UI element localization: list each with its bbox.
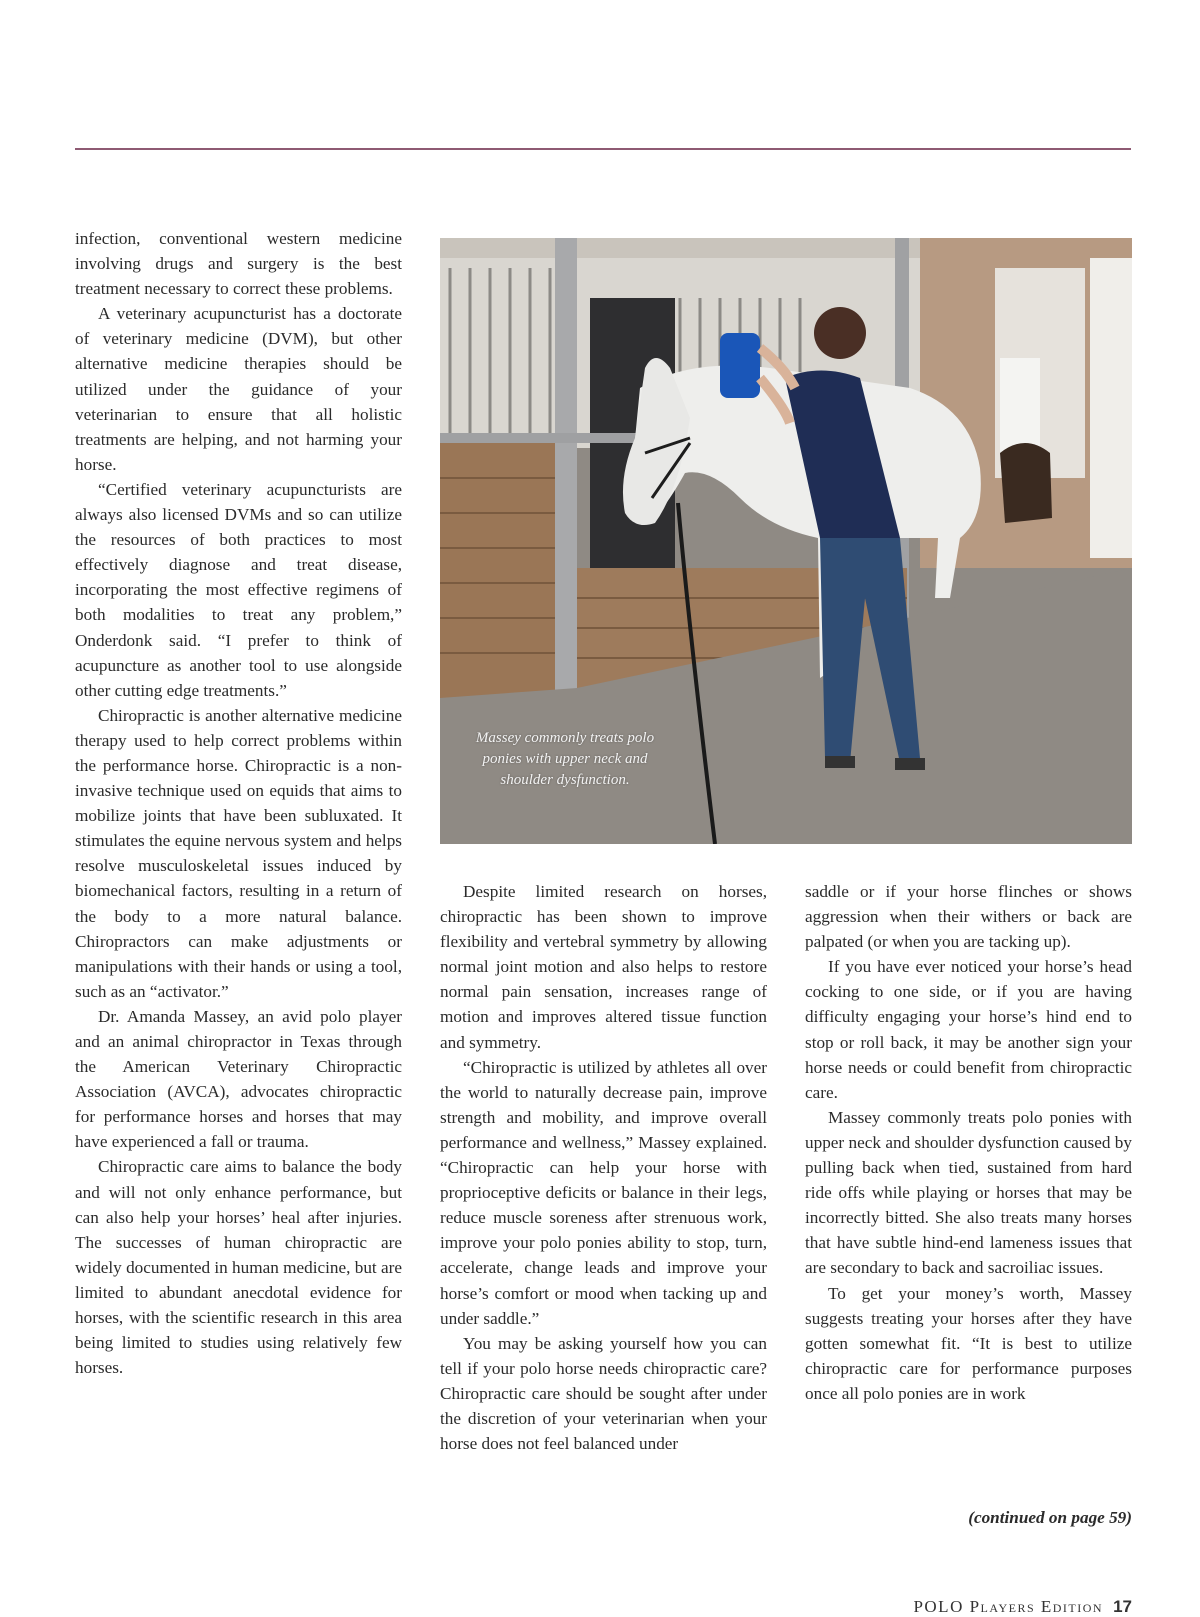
- paragraph: saddle or if your horse flinches or shows aggression when their withers or back are palpated (or when you are tacking up).: [805, 882, 1132, 952]
- page-number: 17: [1113, 1597, 1132, 1616]
- paragraph: “Certified veterinary acupuncturists are always also licensed DVMs and so can utilize the resources of both practices to most effectively diagnose and treat disease, incorporating the most effective regimens of both modalities to treat any problem,” Onderdonk said. “I prefer to think of acupuncture as another tool to use alongside other cutting edge treatments.”: [75, 479, 402, 700]
- page-footer: [913, 1597, 1132, 1617]
- paragraph: Despite limited research on horses, chiropractic has been shown to improve flexibility and vertebral symmetry by allowing normal joint motion and also helps to restore normal pain sensation, increases range of motion and improves altered tissue function and symmetry.: [440, 882, 767, 1052]
- photo-caption: Massey commonly treats polo ponies with upper neck and shoulder dysfunction.: [475, 730, 655, 788]
- continued-note: (continued on page 59): [968, 1508, 1132, 1527]
- paragraph: Chiropractic is another alternative medicine therapy used to help correct problems within the performance horse. Chiropractic is a non-invasive technique used on equids that aims to mobilize joints that have been subluxated. It stimulates the equine nervous system and helps resolve musculoskeletal issues induced by biomechanical factors, resulting in a return of the body to a more natural balance. Chiropractors can make adjustments or manipulations with their hands or using a tool, such as an “activator.”: [75, 705, 402, 1001]
- paragraph: Dr. Amanda Massey, an avid polo player and an animal chiropractor in Texas through the American Veterinary Chiropractic Association (AVCA), advocates chiropractic for performance horses and horses that may have experienced a fall or trauma.: [75, 1006, 402, 1152]
- article-column-1: [75, 226, 402, 1380]
- paragraph: Chiropractic care aims to balance the body and will not only enhance performance, but can also help your horses’ heal after injuries. The successes of human chiropractic are widely documented in human medicine, but are limited to abundant anecdotal evidence for horses, with the scientific research in this area being limited to studies using relatively few horses.: [75, 1157, 402, 1378]
- paragraph: You may be asking yourself how you can tell if your polo horse needs chiropractic care? Chiropractic care should be sought after under the discretion of your veterinarian when your horse does not feel balanced under: [440, 1333, 767, 1454]
- paragraph: Massey commonly treats polo ponies with upper neck and shoulder dysfunction caused by pulling back when tied, sustained from hard ride offs while playing or horses that may be incorrectly bitted. She also treats many horses that have subtle hind-end lameness issues that are secondary to back and sacroiliac issues.: [805, 1107, 1132, 1278]
- article-column-2: [440, 879, 767, 1456]
- article-column-3: [805, 879, 1132, 1406]
- paragraph: If you have ever noticed your horse’s head cocking to one side, or if you are having difficulty engaging your horse’s hind end to stop or roll back, it may be another sign your horse needs or could benefit from chiropractic care.: [805, 957, 1132, 1102]
- paragraph: A veterinary acupuncturist has a doctorate of veterinary medicine (DVM), but other alternative medicine therapies should be utilized under the guidance of your veterinarian to ensure that all holistic treatments are helping, and not harming your horse.: [75, 304, 402, 474]
- paragraph: infection, conventional western medicine involving drugs and surgery is the best treatment necessary to correct these problems.: [75, 229, 402, 299]
- publication-name: POLO Players Edition: [913, 1597, 1104, 1616]
- header-rule: [75, 148, 1131, 150]
- paragraph: “Chiropractic is utilized by athletes all over the world to naturally decrease pain, improve strength and mobility, and improve overall performance and wellness,” Massey explained. “Chiropractic can help your horse with proprioceptive deficits or balance in their legs, reduce muscle soreness after strenuous work, improve your polo ponies ability to stop, turn, accelerate, change leads and improve your horse’s comfort or mood when tacking up and under saddle.”: [440, 1057, 767, 1328]
- paragraph: To get your money’s worth, Massey suggests treating your horses after they have gotten somewhat fit. “It is best to utilize chiropractic care for performance purposes once all polo ponies are in work: [805, 1283, 1132, 1403]
